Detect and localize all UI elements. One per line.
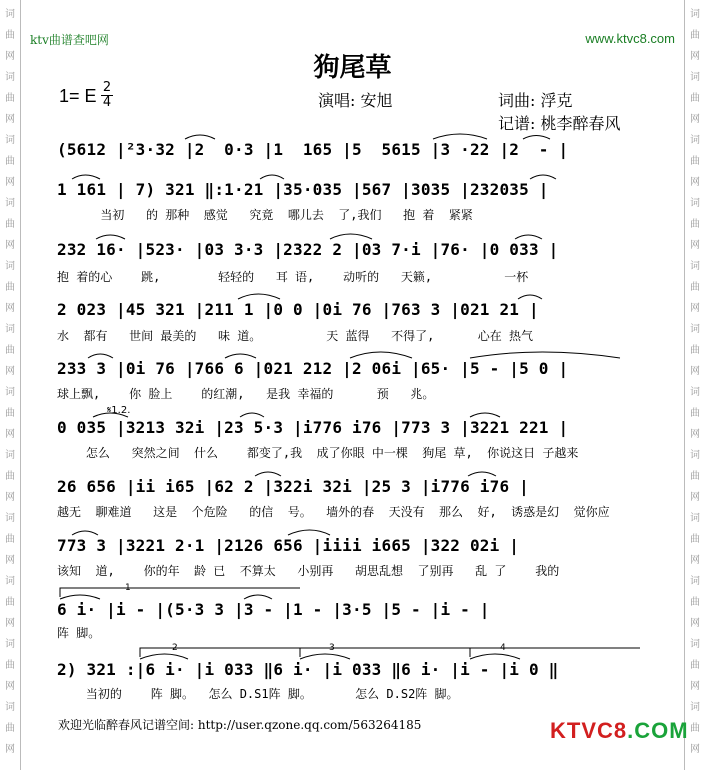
- slur: [96, 235, 125, 239]
- notation-line: 1 161 | 7) 321 ‖:1·21 |35·035 |567 |3035 |232035 |: [57, 180, 549, 199]
- side-watermark-char: 曲: [5, 408, 15, 419]
- side-watermark-char: 网: [690, 177, 700, 188]
- side-watermark-char: 曲: [5, 660, 15, 671]
- slur: [185, 135, 215, 139]
- slur: [238, 294, 280, 299]
- side-watermark-char: 词: [690, 702, 700, 713]
- footer-text: 欢迎光临醉春风记谱空间: http://user.qzone.qq.com/563264185: [58, 718, 422, 732]
- side-watermark-char: 词: [5, 135, 15, 146]
- side-watermark-char: 网: [690, 366, 700, 377]
- singer-credit: 演唱: 安旭: [318, 91, 393, 110]
- side-watermark-char: 曲: [690, 156, 700, 167]
- side-watermark-char: 词: [690, 387, 700, 398]
- side-watermark-char: 网: [690, 492, 700, 503]
- side-watermark-char: 曲: [5, 282, 15, 293]
- slur: [330, 234, 372, 239]
- time-signature-bottom: 4: [102, 95, 112, 110]
- side-watermark-char: 曲: [690, 471, 700, 482]
- lyrics-line: 水 都有 世间 最美的 味 道。 天 蓝得 不得了, 心在 热气: [57, 329, 533, 343]
- logo-part-b: .COM: [627, 718, 689, 743]
- side-watermark-char: 网: [5, 51, 15, 62]
- site-logo: [550, 718, 689, 744]
- side-watermark-char: 曲: [690, 93, 700, 104]
- notation-line: (5612 |²3·32 |2 0·3 |1 165 |5 5615 |3 ·22 |2 - |: [57, 140, 569, 159]
- side-watermark-char: 网: [690, 681, 700, 692]
- side-watermark-char: 网: [690, 555, 700, 566]
- side-watermark-char: 曲: [690, 660, 700, 671]
- side-watermark-char: 词: [690, 261, 700, 272]
- side-watermark-char: 网: [5, 177, 15, 188]
- key-signature: 1= E: [59, 86, 97, 106]
- slur: [350, 352, 412, 358]
- side-watermark-char: 曲: [690, 30, 700, 41]
- slur: [60, 595, 100, 599]
- side-watermark-char: 网: [5, 681, 15, 692]
- side-watermark-char: 词: [690, 135, 700, 146]
- slur: [244, 595, 272, 599]
- side-watermark-char: 曲: [5, 471, 15, 482]
- side-watermark-char: 网: [5, 492, 15, 503]
- notation-line: 232 16· |523· |03 3·3 |2322 2 |03 7·i |76· |0 033 |: [57, 240, 559, 259]
- volta-bracket-3: [300, 648, 470, 657]
- volta-4-label: 4: [500, 643, 506, 653]
- slur: [93, 413, 128, 417]
- side-watermark-char: 曲: [690, 597, 700, 608]
- volta-bracket-4: [470, 648, 640, 657]
- slur: [255, 472, 281, 476]
- side-watermark-char: 网: [690, 429, 700, 440]
- slur: [72, 531, 98, 535]
- lyrics-line: 抱 着的心 跳, 轻轻的 耳 语, 动听的 天籁, 一杯: [57, 270, 529, 284]
- side-watermark-char: 词: [5, 576, 15, 587]
- side-watermark-char: 词: [5, 702, 15, 713]
- side-watermark-char: 词: [690, 513, 700, 524]
- lyrics-line: 当初 的 那种 感觉 究竟 哪儿去 了,我们 抱 着 紧紧: [57, 208, 473, 222]
- slur: [240, 413, 264, 417]
- side-watermark-char: 曲: [690, 408, 700, 419]
- composer-credit: 词曲: 浮克: [498, 91, 573, 110]
- side-watermark-char: 网: [5, 366, 15, 377]
- side-watermark-char: 曲: [690, 345, 700, 356]
- side-watermark-char: 词: [5, 198, 15, 209]
- side-watermark-char: 网: [5, 303, 15, 314]
- scorer-credit: 记谱: 桃李醉春风: [498, 114, 621, 133]
- side-watermark-char: 网: [690, 51, 700, 62]
- notation-line: 6 i· |i - |(5·3 3 |3 - |1 - |3·5 |5 - |i - |: [57, 600, 490, 619]
- lyrics-line: 当初的 阵 脚。 怎么 D.S1阵 脚。 怎么 D.S2阵 脚。: [57, 687, 459, 701]
- volta-2-label: 2: [172, 643, 178, 653]
- site-name-left: ktv曲谱查吧网: [30, 33, 109, 47]
- segno-mark: 𝄋1.2.: [107, 405, 131, 416]
- side-watermark-char: 词: [690, 324, 700, 335]
- side-watermark-char: 网: [690, 744, 700, 755]
- slur: [468, 472, 496, 476]
- notation-line: 2) 321 :|6 i· |i 033 ‖6 i· |i 033 ‖6 i· |i - |i 0 ‖: [57, 660, 559, 679]
- side-watermark-char: 曲: [5, 597, 15, 608]
- slur: [470, 352, 620, 358]
- lyrics-line: 阵 脚。: [57, 626, 101, 640]
- side-watermark-char: 网: [690, 618, 700, 629]
- side-watermark-char: 词: [5, 450, 15, 461]
- slur: [470, 413, 500, 417]
- side-watermark-char: 曲: [690, 534, 700, 545]
- side-watermark-char: 曲: [5, 93, 15, 104]
- side-watermark-char: 词: [5, 639, 15, 650]
- slur: [300, 654, 350, 659]
- slur: [518, 295, 542, 299]
- side-watermark-char: 曲: [690, 282, 700, 293]
- side-watermark-char: 网: [5, 114, 15, 125]
- side-watermark-char: 网: [5, 555, 15, 566]
- slur: [433, 134, 487, 139]
- side-watermark-char: 曲: [5, 30, 15, 41]
- volta-1-label: 1: [125, 583, 131, 593]
- slur: [515, 235, 542, 239]
- slur: [523, 136, 550, 140]
- notation-line: 773 3 |3221 2·1 |2126 656 |iiii i665 |322 02i |: [57, 536, 520, 555]
- lyrics-line: 球上飘, 你 脸上 的红潮, 是我 幸福的 预 兆。: [57, 387, 435, 401]
- side-watermark-char: 网: [690, 114, 700, 125]
- slur: [72, 175, 100, 179]
- slur: [530, 175, 556, 179]
- slur: [470, 654, 520, 659]
- lyrics-line: 该知 道, 你的年 龄 已 不算太 小别再 胡思乱想 了别再 乱 了 我的: [57, 564, 560, 578]
- side-watermark-char: 词: [5, 387, 15, 398]
- side-watermark-char: 曲: [5, 723, 15, 734]
- side-watermark-char: 词: [690, 9, 700, 20]
- notation-line: 0 035 |3213 32i |23 5·3 |i776 i76 |773 3 |3221 221 |: [57, 418, 569, 437]
- volta-3-label: 3: [329, 643, 335, 653]
- song-title: 狗尾草: [313, 53, 392, 83]
- side-watermark-char: 词: [690, 450, 700, 461]
- lyrics-line: 越无 聊难道 这是 个危险 的信 号。 墙外的春 天没有 那么 好, 诱惑是幻 觉你应: [57, 505, 610, 519]
- side-watermark-char: 词: [5, 261, 15, 272]
- slur: [260, 175, 284, 179]
- side-watermark-char: 曲: [5, 156, 15, 167]
- side-watermark-char: 词: [5, 324, 15, 335]
- notation-line: 26 656 |ii i65 |62 2 |322i 32i |25 3 |i776 i76 |: [57, 477, 529, 496]
- side-watermark-char: 曲: [5, 219, 15, 230]
- side-watermark-char: 曲: [5, 534, 15, 545]
- time-signature-top: 2: [102, 80, 112, 95]
- site-url-right: www.ktvc8.com: [585, 31, 675, 46]
- notation-line: 2 023 |45 321 |211 1 |0 0 |0i 76 |763 3 |021 21 |: [57, 300, 539, 319]
- side-watermark-char: 词: [690, 72, 700, 83]
- slur: [225, 354, 256, 358]
- lyrics-line: 怎么 突然之间 什么 都变了,我 成了你眼 中一棵 狗尾 草, 你说这日 子越来: [57, 446, 579, 460]
- slur: [88, 354, 113, 358]
- volta-bracket-2: [140, 648, 300, 657]
- notation-line: 233 3 |0i 76 |766 6 |021 212 |2 06i |65· |5 - |5 0 |: [57, 359, 569, 378]
- slur: [140, 654, 188, 659]
- side-watermark-char: 网: [690, 240, 700, 251]
- side-watermark-char: 网: [5, 744, 15, 755]
- side-watermark-char: 网: [5, 429, 15, 440]
- side-watermark-char: 词: [690, 576, 700, 587]
- side-watermark-char: 词: [5, 513, 15, 524]
- side-watermark-char: 词: [5, 72, 15, 83]
- side-watermark-char: 词: [5, 9, 15, 20]
- side-watermark-char: 曲: [5, 345, 15, 356]
- side-watermark-char: 曲: [690, 723, 700, 734]
- side-watermark-char: 词: [690, 198, 700, 209]
- side-watermark-char: 网: [5, 240, 15, 251]
- slur: [288, 530, 330, 535]
- side-watermark-char: 词: [690, 639, 700, 650]
- side-watermark-char: 曲: [690, 219, 700, 230]
- side-watermark-char: 网: [690, 303, 700, 314]
- side-watermark-char: 网: [5, 618, 15, 629]
- logo-part-a: KTVC8: [550, 718, 628, 743]
